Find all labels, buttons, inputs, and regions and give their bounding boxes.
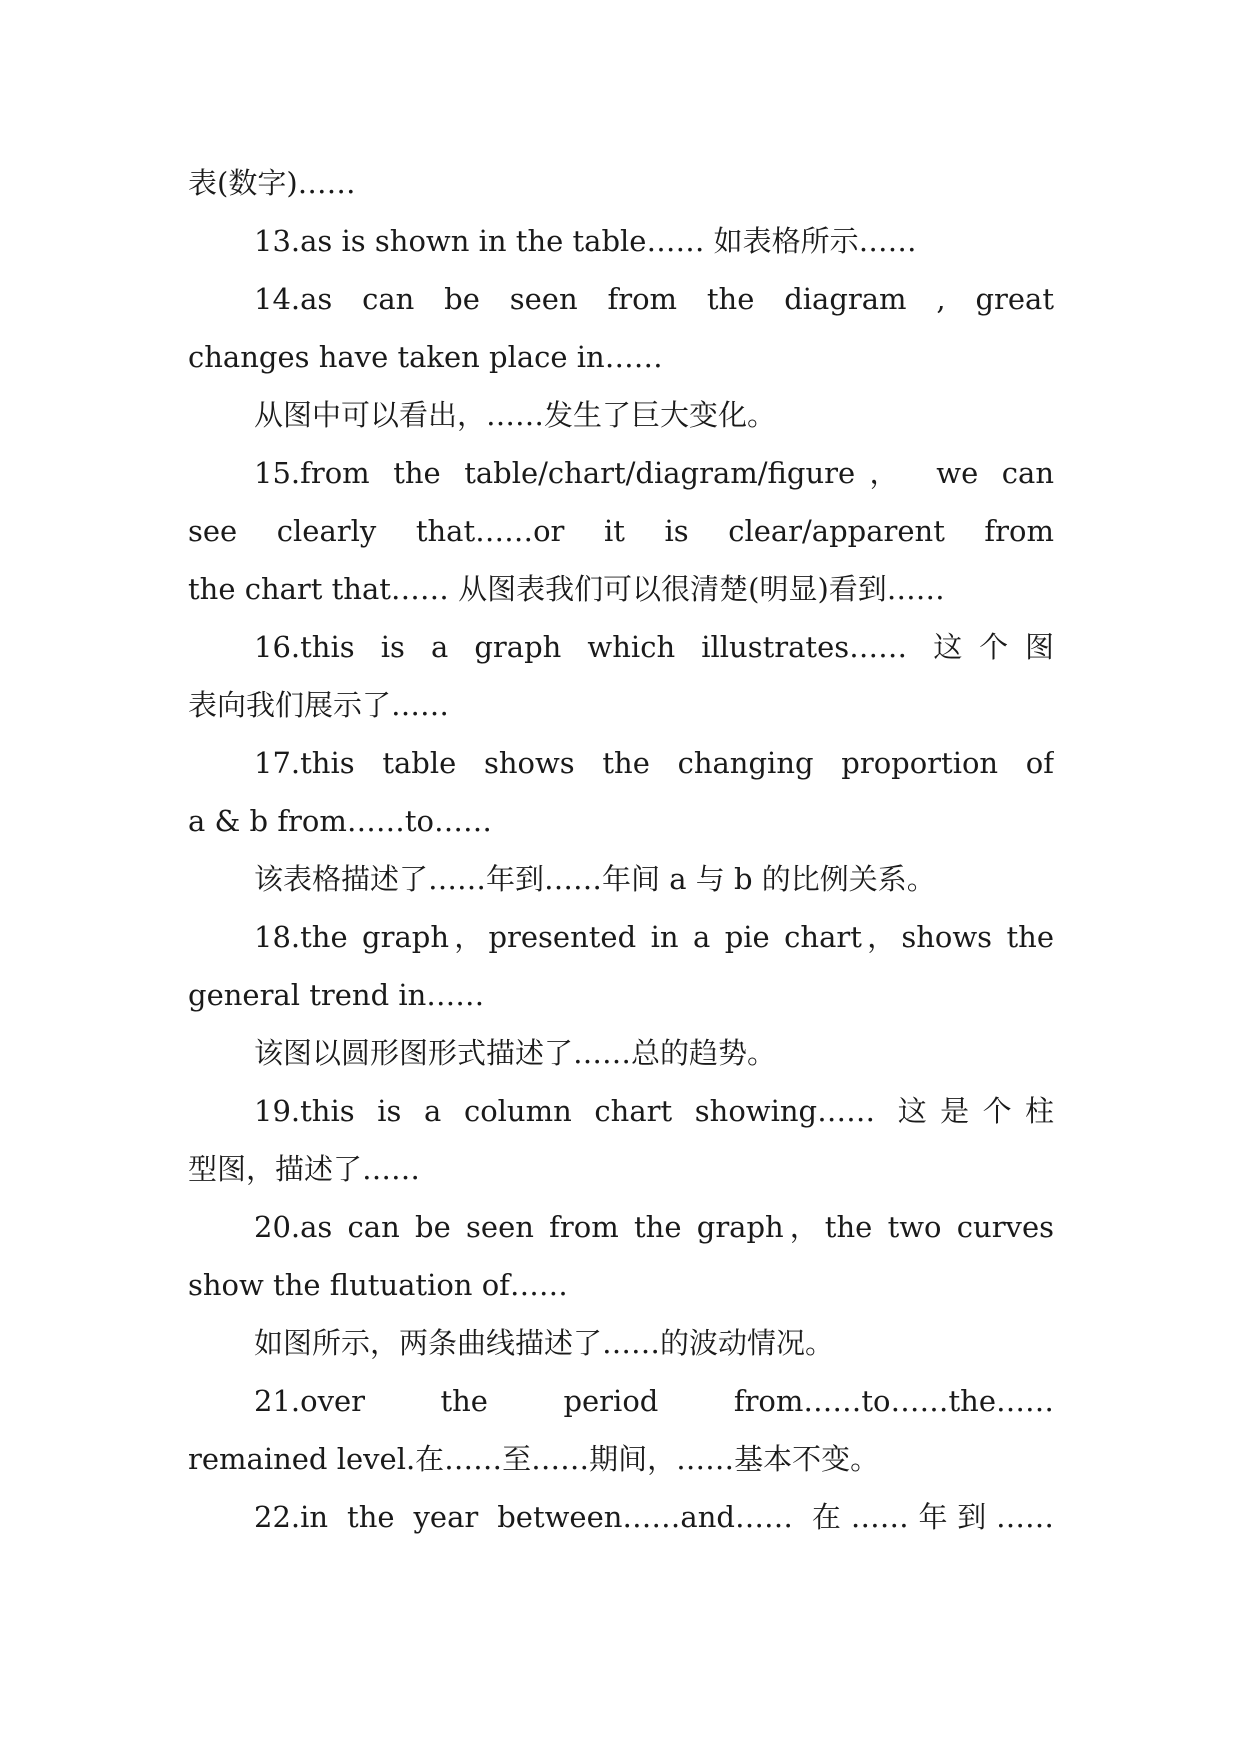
text-line: show the flutuation of…… [188,1268,568,1302]
text-line: 13.as is shown in the table…… 如表格所示…… [254,224,917,258]
text-line: a & b from……to…… [188,804,492,838]
text-line: 17.this table shows the changing proportion of [254,746,1054,780]
text-line: 19.this is a column chart showing…… 这是个柱 [254,1094,1054,1128]
text-line: 16.this is a graph which illustrates…… 这个图 [254,630,1054,664]
text-line: 20.as can be seen from the graph，the two curves [254,1210,1054,1244]
text-line: see clearly that……or it is clear/apparent from [188,514,1054,548]
text-line: changes have taken place in…… [188,340,663,374]
document-body [188,154,1054,1546]
text-line: 该图以圆形图形式描述了……总的趋势。 [254,1036,777,1070]
text-line: 18.the graph，presented in a pie chart，shows the [254,920,1054,954]
text-line: 15.from the table/chart/diagram/figure， we can [254,456,1054,490]
text-line: general trend in…… [188,978,485,1012]
text-line: 该表格描述了……年到……年间 a 与 b 的比例关系。 [254,862,936,896]
text-line: 如图所示，两条曲线描述了……的波动情况。 [254,1326,835,1360]
text-line: 14.as can be seen from the diagram , great [254,282,1054,316]
text-line: 从图中可以看出，……发生了巨大变化。 [254,398,777,432]
text-line: 21.over the period from……to……the…… [254,1384,1054,1418]
text-line: 表(数字)…… [188,166,356,200]
text-line: 22.in the year between……and…… 在……年到…… [254,1500,1054,1534]
text-line: 表向我们展示了…… [188,688,450,722]
text-line: 型图，描述了…… [188,1152,421,1186]
text-line: remained level.在……至……期间，……基本不变。 [188,1442,880,1476]
text-line: the chart that…… 从图表我们可以很清楚(明显)看到…… [188,572,945,606]
